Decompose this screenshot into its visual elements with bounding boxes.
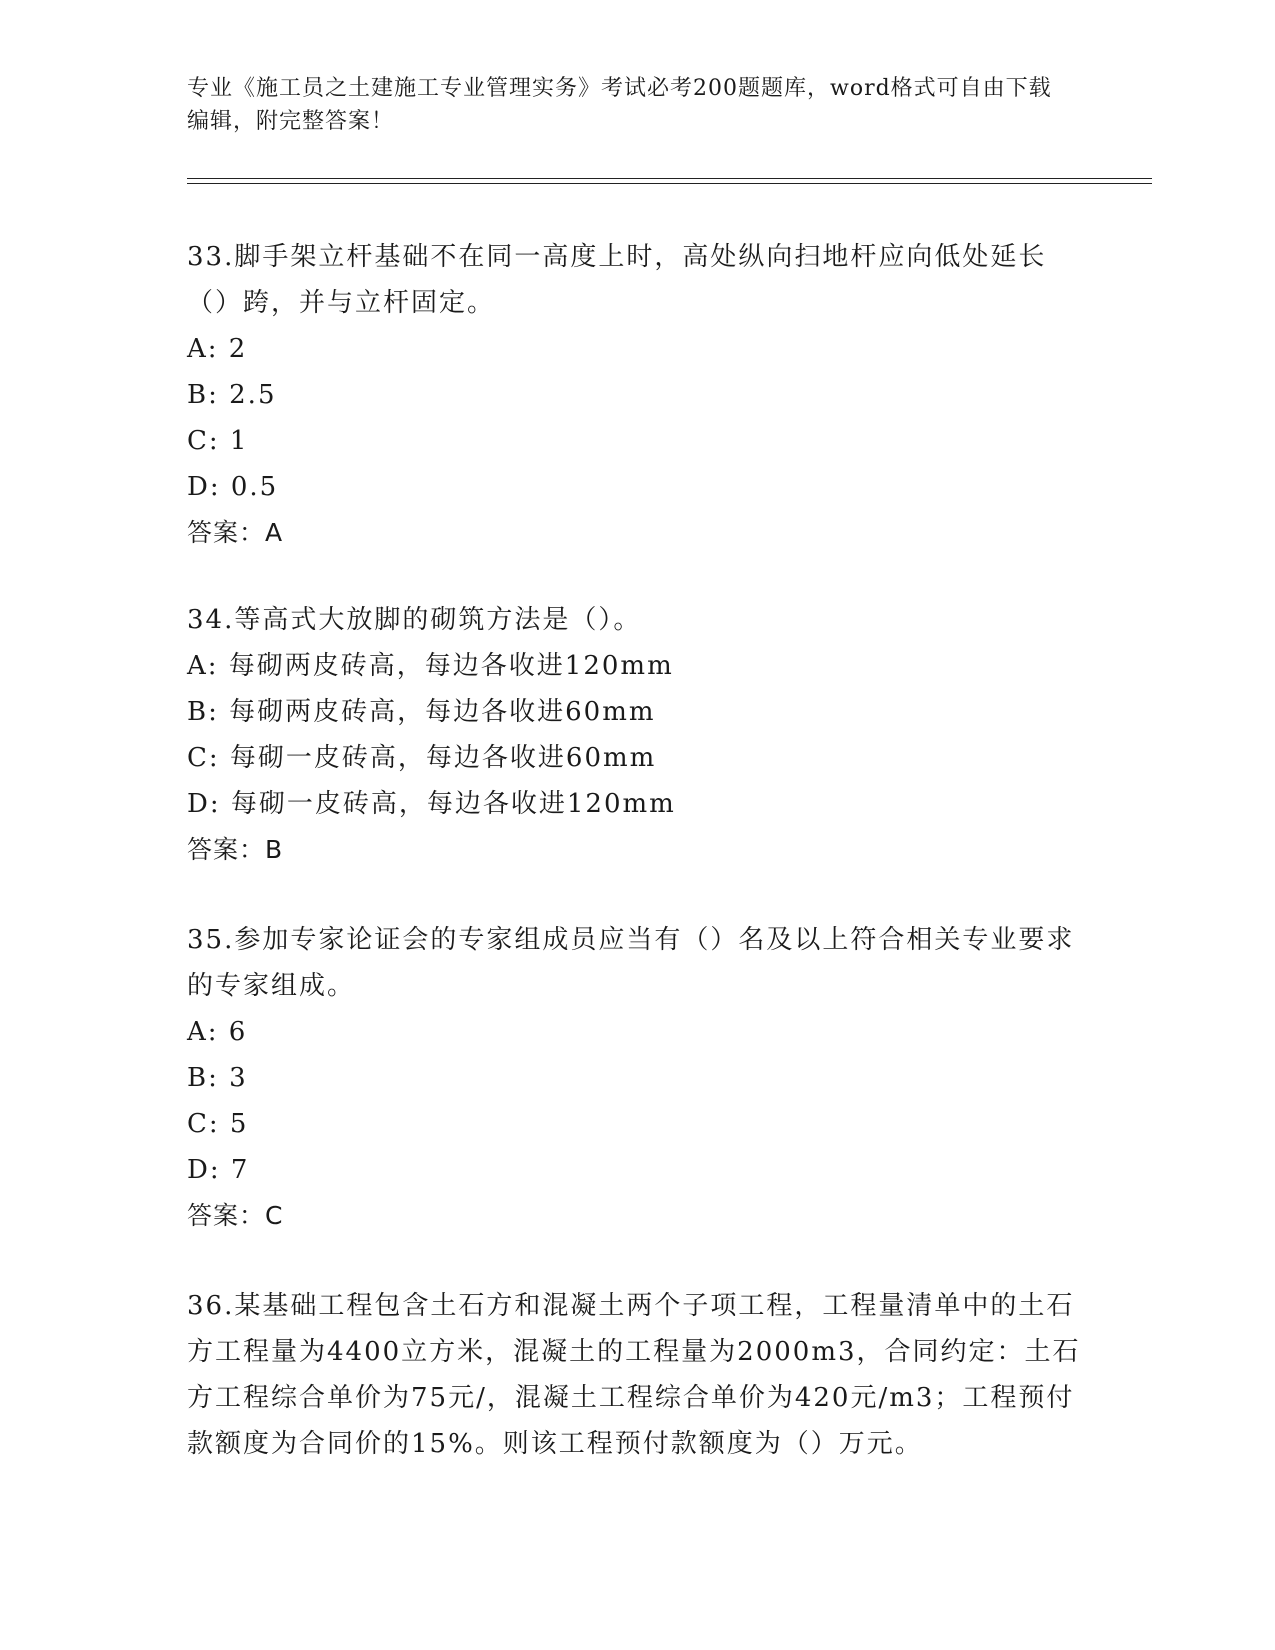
option-d: D: 0.5 bbox=[187, 472, 279, 502]
header-divider-bottom bbox=[187, 183, 1152, 184]
document-header bbox=[187, 72, 1067, 138]
option-a: A: 2 bbox=[187, 334, 248, 364]
question-stem: 34.等高式大放脚的砌筑方法是（）。 bbox=[187, 605, 642, 635]
question-33 bbox=[187, 234, 1087, 556]
option-d: D: 每砌一皮砖高，每边各收进120mm bbox=[187, 789, 676, 819]
answer: 答案：C bbox=[187, 1201, 284, 1230]
question-35 bbox=[187, 917, 1087, 1239]
question-stem: 35.参加专家论证会的专家组成员应当有（）名及以上符合相关专业要求的专家组成。 bbox=[187, 925, 1075, 1001]
option-a: A: 每砌两皮砖高，每边各收进120mm bbox=[187, 651, 674, 681]
option-b: B: 3 bbox=[187, 1063, 248, 1093]
header-divider-top bbox=[187, 178, 1152, 179]
option-b: B: 每砌两皮砖高，每边各收进60mm bbox=[187, 697, 656, 727]
answer: 答案：B bbox=[187, 835, 284, 864]
option-d: D: 7 bbox=[187, 1155, 250, 1185]
header-text: 专业《施工员之土建施工专业管理实务》考试必考200题题库，word格式可自由下载编辑，附完整答案！ bbox=[187, 76, 1052, 134]
answer: 答案：A bbox=[187, 518, 284, 547]
question-36 bbox=[187, 1283, 1087, 1467]
option-c: C: 5 bbox=[187, 1109, 249, 1139]
question-stem: 33.脚手架立杆基础不在同一高度上时，高处纵向扫地杆应向低处延长（）跨，并与立杆固定。 bbox=[187, 242, 1047, 318]
option-a: A: 6 bbox=[187, 1017, 248, 1047]
option-b: B: 2.5 bbox=[187, 380, 277, 410]
option-c: C: 每砌一皮砖高，每边各收进60mm bbox=[187, 743, 657, 773]
option-c: C: 1 bbox=[187, 426, 249, 456]
question-stem: 36.某基础工程包含土石方和混凝土两个子项工程，工程量清单中的土石方工程量为4400立方米，混凝土的工程量为2000m3，合同约定：土石方工程综合单价为75元/，混凝土工程综合单价为420元/m3；工程预付款额度为合同价的15%。则该工程预付款额度为（）万元。 bbox=[187, 1291, 1081, 1459]
question-34 bbox=[187, 597, 1087, 873]
